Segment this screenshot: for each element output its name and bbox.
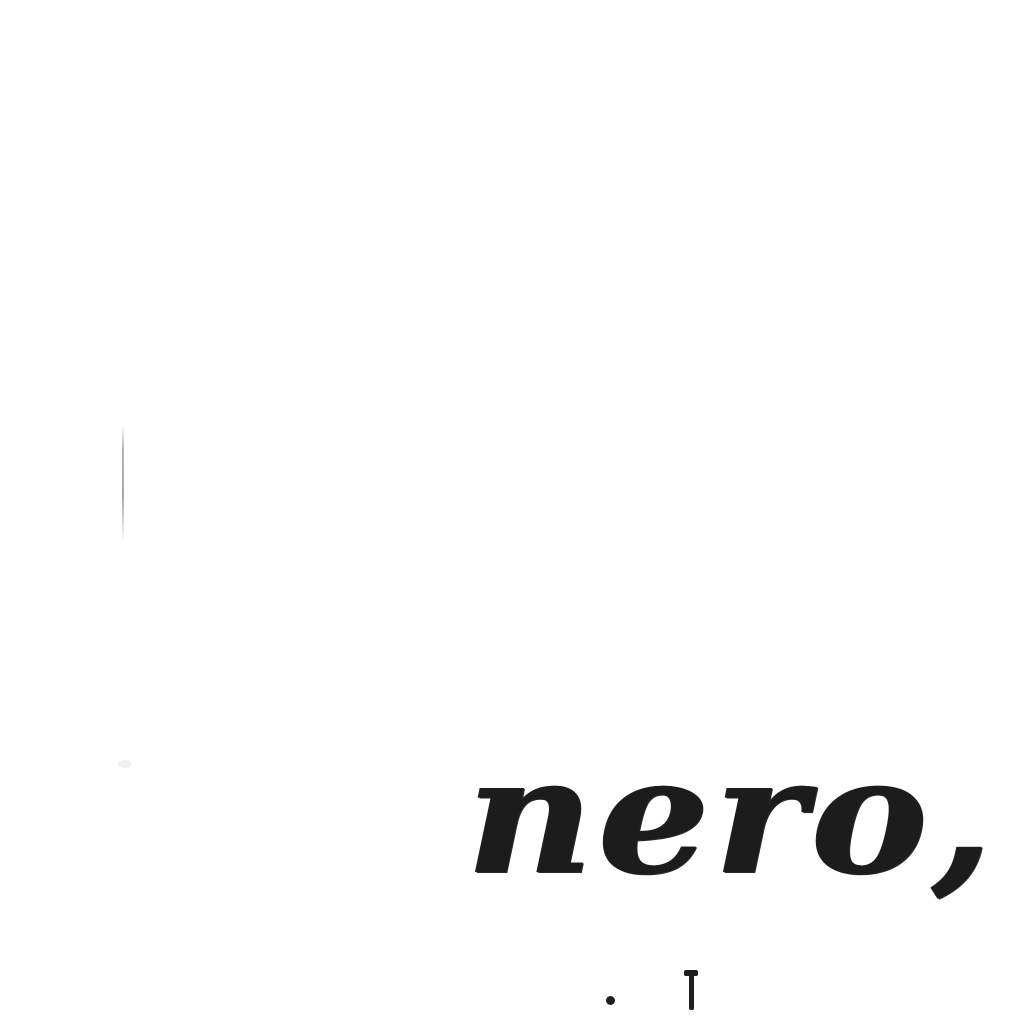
margin-rule: [122, 425, 124, 543]
ink-stroke-stem: [689, 974, 694, 1010]
printed-word: nero,: [466, 720, 998, 911]
paper-speck: [118, 760, 132, 768]
next-line-fragment: [600, 962, 720, 1022]
ink-dot: [606, 996, 615, 1005]
